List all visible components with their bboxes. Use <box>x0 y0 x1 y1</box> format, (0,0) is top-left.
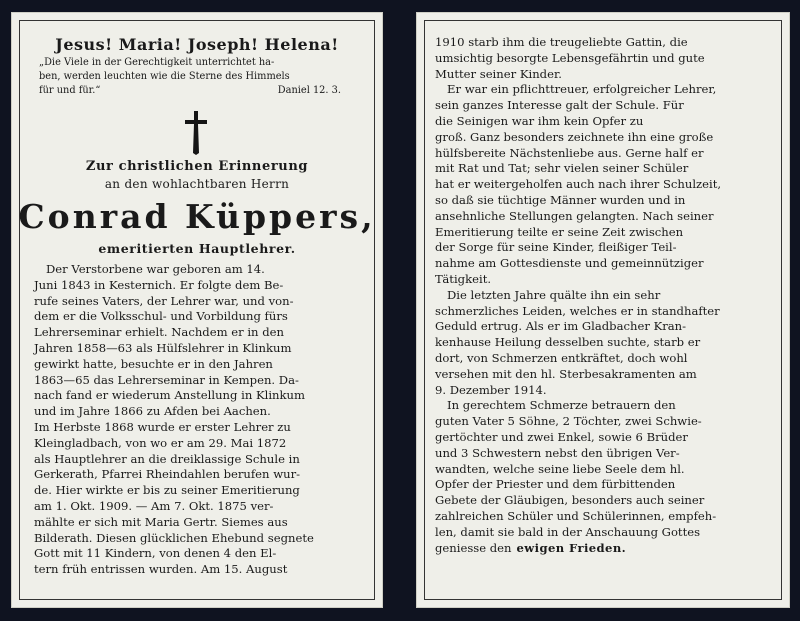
body-line: Juni 1843 in Kesternich. Er folgte dem Be- <box>34 277 284 292</box>
body-line: Geduld ertrug. Als er im Gladbacher Kran- <box>435 319 687 334</box>
holy-names-heading: Jesus! Maria! Joseph! Helena! <box>55 35 339 54</box>
body-line: der Sorge für seine Kinder, fleißiger Teil- <box>435 240 677 255</box>
quote-reference: Daniel 12. 3. <box>277 85 341 96</box>
biography-continued <box>435 35 771 556</box>
body-line: Die letzten Jahre quälte ihn ein sehr <box>447 287 661 302</box>
body-line: Kleingladbach, von wo er am 29. Mai 1872 <box>34 435 287 450</box>
body-line: nach fand er wiederum Anstellung in Klinkum <box>34 388 306 403</box>
memorial-heading: Zur christlichen Erinnerung <box>85 159 309 174</box>
closing-text: geniesse den <box>435 540 512 555</box>
body-line: mählte er sich mit Maria Gertr. Siemes aus <box>34 514 288 529</box>
body-line: schmerzliches Leiden, welches er in standhafter <box>435 303 720 318</box>
body-line: als Hauptlehrer an die dreiklassige Schule in <box>34 451 300 466</box>
body-line: hat er weitergeholfen auch nach ihrer Schulzeit, <box>435 177 722 192</box>
body-line: Emeritierung teilte er seine Zeit zwischen <box>435 224 684 239</box>
body-line: zahlreichen Schüler und Schülerinnen, empfeh- <box>435 508 717 523</box>
quote-line: „Die Viele in der Gerechtigkeit unterrichtet ha- <box>39 57 275 68</box>
body-line: Opfer der Priester und dem fürbittenden <box>435 477 676 492</box>
body-line: umsichtig besorgte Lebensgefährtin und gute <box>435 50 705 65</box>
body-line: nahme am Gottesdienste und gemeinnütziger <box>435 256 704 271</box>
right-card-page <box>416 12 790 608</box>
body-line: versehen mit den hl. Sterbesakramenten am <box>435 366 697 381</box>
body-line: ansehnliche Stellungen gelangten. Nach seiner <box>435 208 714 223</box>
body-line: sein ganzes Interesse galt der Schule. Für <box>435 98 684 113</box>
body-line: In gerechtem Schmerze betrauern den <box>447 398 676 413</box>
body-line: wandten, welche seine liebe Seele dem hl. <box>435 461 685 476</box>
deceased-name: Conrad Küppers, <box>18 197 376 236</box>
body-line: de. Hier wirkte er bis zu seiner Emeritierung <box>34 483 300 498</box>
body-line: guten Vater 5 Söhne, 2 Töchter, zwei Schwie- <box>435 414 702 429</box>
body-line: Er war ein pflichttreuer, erfolgreicher Lehrer, <box>447 82 717 97</box>
body-line: len, damit sie bald in der Anschauung Gottes <box>435 524 701 539</box>
closing-line <box>435 541 771 557</box>
body-line: dort, von Schmerzen entkräftet, doch wohl <box>435 350 688 365</box>
body-line: Lehrerseminar erhielt. Nachdem er in den <box>34 325 284 340</box>
body-line: gertöchter und zwei Enkel, sowie 6 Brüder <box>435 429 688 444</box>
biography-text <box>34 262 368 578</box>
body-line: dem er die Volksschul- und Vorbildung fürs <box>34 309 288 324</box>
memorial-subheading: an den wohlachtbaren Herrn <box>104 177 290 191</box>
quote-line: ben, werden leuchten wie die Sterne des Himmels <box>39 71 290 82</box>
body-line: Der Verstorbene war geboren am 14. <box>46 262 265 276</box>
quote-line: für und für.“ <box>39 85 101 96</box>
body-line: Gerkerath, Pfarrei Rheindahlen berufen wur- <box>34 467 301 482</box>
body-line: Gott mit 11 Kindern, von denen 4 den El- <box>34 546 277 561</box>
deceased-title: emeritierten Hauptlehrer. <box>98 241 296 256</box>
body-line: gewirkt hatte, besuchte er in den Jahren <box>34 356 273 371</box>
body-line: rufe seines Vaters, der Lehrer war, und von- <box>34 293 294 308</box>
left-card-page <box>11 12 383 608</box>
body-line: 1910 starb ihm die treugeliebte Gattin, die <box>435 35 688 49</box>
body-line: tern früh entrissen wurden. Am 15. August <box>34 562 288 577</box>
closing-emphasis: ewigen Frieden. <box>516 540 627 555</box>
body-line: 9. Dezember 1914. <box>435 382 547 397</box>
body-line: die Seinigen war ihm kein Opfer zu <box>435 113 644 128</box>
body-line: am 1. Okt. 1909. — Am 7. Okt. 1875 ver- <box>34 498 274 513</box>
body-line: Jahren 1858—63 als Hülfslehrer in Klinkum <box>34 340 292 355</box>
body-line: so daß sie tüchtige Männer wurden und in <box>435 192 686 207</box>
body-line: hülfsbereite Nächstenliebe aus. Gerne half er <box>435 145 704 160</box>
body-line: Mutter seiner Kinder. <box>435 66 562 81</box>
body-line: Tätigkeit. <box>435 271 492 286</box>
body-line: mit Rat und Tat; sehr vielen seiner Schüler <box>435 161 689 176</box>
body-line: 1863—65 das Lehrerseminar in Kempen. Da- <box>34 372 299 387</box>
body-line: und 3 Schwestern nebst den übrigen Ver- <box>435 445 680 460</box>
body-line: groß. Ganz besonders zeichnete ihn eine große <box>435 129 714 144</box>
body-line: und im Jahre 1866 zu Afden bei Aachen. <box>34 404 271 419</box>
cross-icon <box>183 109 209 155</box>
body-line: Im Herbste 1868 wurde er erster Lehrer zu <box>34 419 291 434</box>
body-line: Gebete der Gläubigen, besonders auch seiner <box>435 493 705 508</box>
body-line: kenhause Heilung desselben suchte, starb er <box>435 335 701 350</box>
body-line: Bilderath. Diesen glücklichen Ehebund segnete <box>34 530 314 545</box>
scripture-quote <box>39 56 363 98</box>
